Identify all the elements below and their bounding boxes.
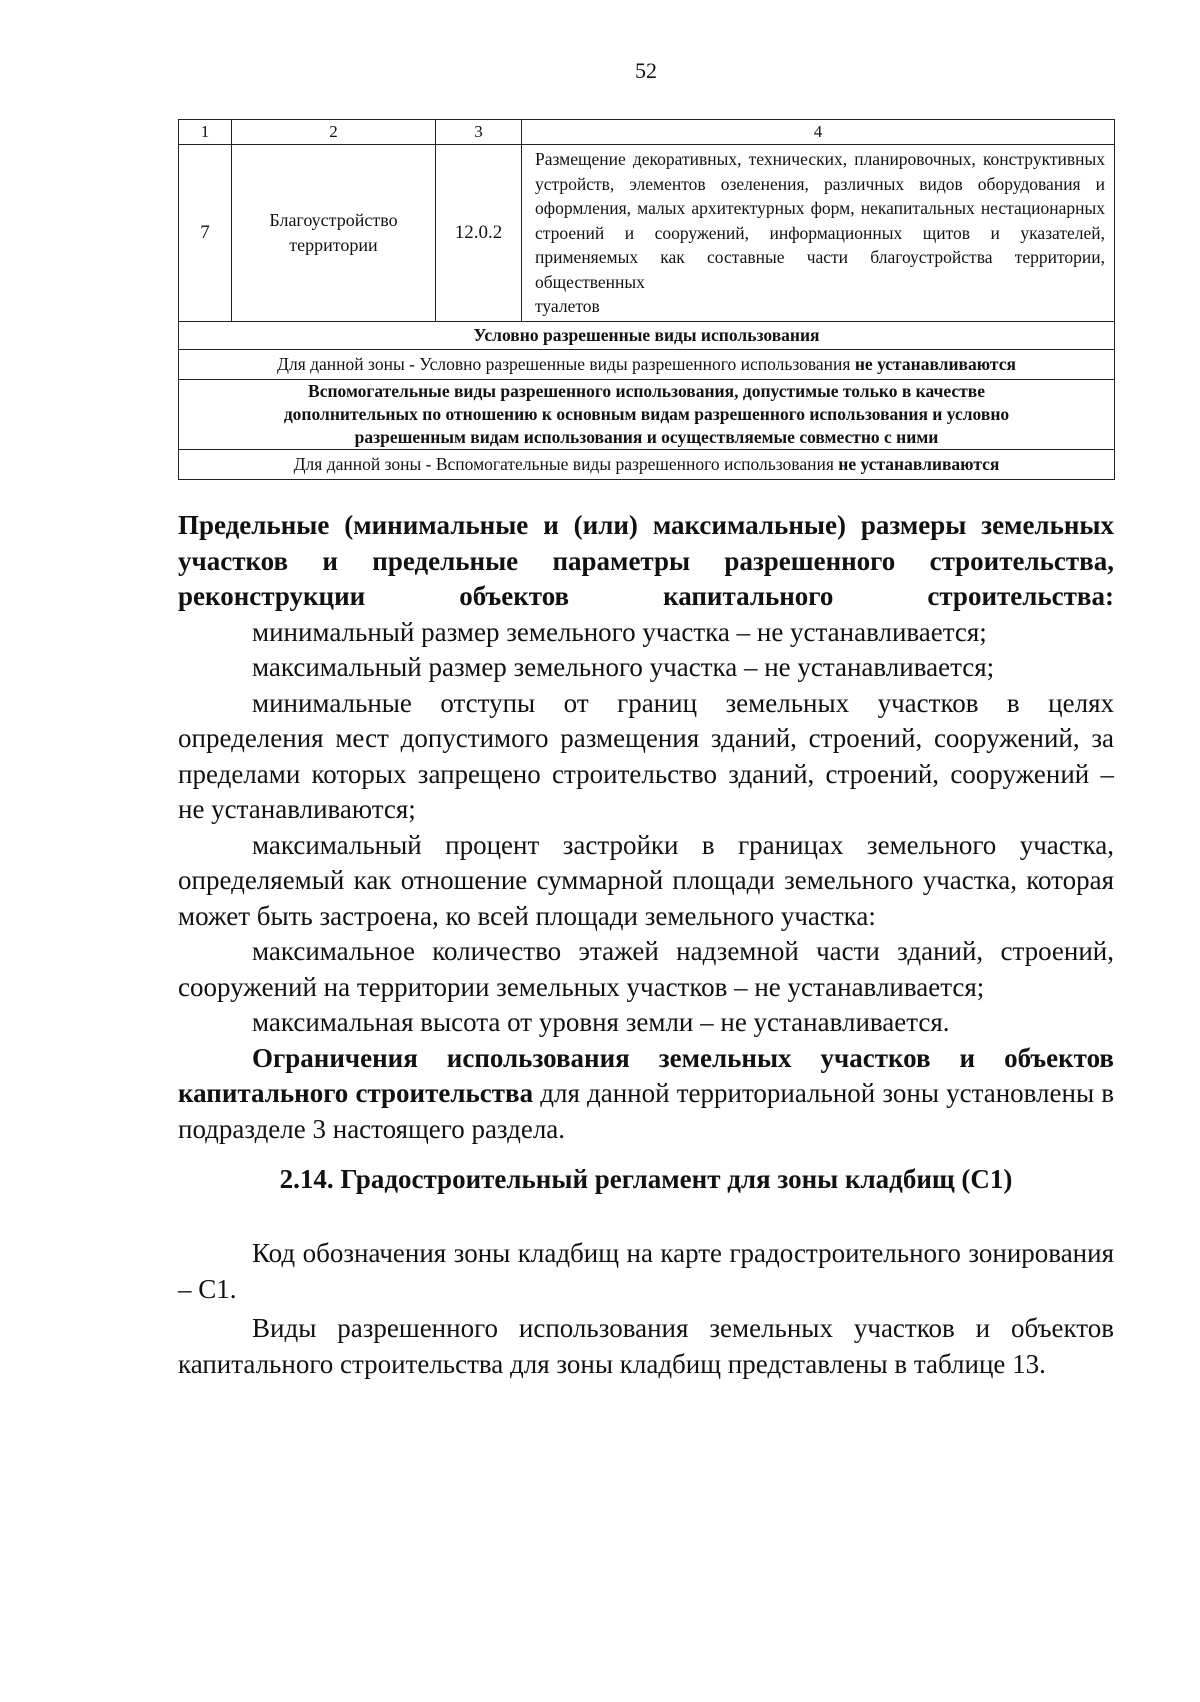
- use-name-line: Благоустройство: [269, 209, 398, 230]
- limits-block: [178, 508, 1114, 1147]
- heading-line: Вспомогательные виды разрешенного использования, допустимые только в качестве: [308, 380, 985, 401]
- conditional-uses-note: [179, 349, 1115, 379]
- restrictions-paragraph: [178, 1041, 1114, 1148]
- description-line: информационных щитов и указателей, применяемых как: [535, 222, 1105, 267]
- use-description: [522, 145, 1115, 322]
- land-use-table: [178, 119, 1115, 480]
- description-line: Размещение декоративных, технических, планировочных,: [535, 149, 976, 169]
- use-name-line: территории: [289, 234, 378, 255]
- description-line: туалетов: [535, 296, 600, 316]
- uses-reference-paragraph: Виды разрешенного использования земельных участков и объектов капитального строительства для зоны кладбищ представлены в таблице 13.: [178, 1313, 1114, 1379]
- description-line: составные части благоустройства территории, общественных: [535, 247, 1106, 292]
- limit-item: минимальный размер земельного участка – не устанавливается;: [252, 616, 987, 647]
- heading-line: дополнительных по отношению к основным видам разрешенного использования и условно: [283, 403, 1010, 424]
- note-text: Для данной зоны - Условно разрешенные виды разрешенного использования: [277, 353, 855, 374]
- header-cell-4: 4: [522, 120, 1115, 145]
- restrictions-bold: Ограничения использования земельных участков и объектов капитального строительства: [178, 1042, 1114, 1108]
- note-text: Для данной зоны - Вспомогательные виды разрешенного использования: [293, 453, 839, 474]
- row-number: 7: [179, 145, 232, 322]
- conditional-uses-heading: Условно разрешенные виды использования: [179, 321, 1115, 349]
- auxiliary-uses-heading-row: [179, 379, 1115, 449]
- limit-item: максимальное количество этажей надземной части зданий, строений, сооружений на территории земельных участков – не устанавливается;: [178, 936, 1114, 1002]
- limit-item: максимальный процент застройки в границах земельного участка, определяемый как отношение суммарной площади земельного участка, которая может быть застроена, ко всей площади земельного участка:: [178, 829, 1114, 931]
- auxiliary-uses-note: [179, 449, 1115, 479]
- use-code: 12.0.2: [436, 145, 522, 322]
- description-line: видов оборудования и оформления, малых архитектурных: [535, 173, 1106, 218]
- section-title: 2.14. Градостроительный регламент для зоны кладбищ (С1): [279, 1164, 1013, 1194]
- description-line: форм, некапитальных нестационарных строений и сооружений,: [535, 198, 1106, 243]
- conditional-uses-heading-row: [179, 321, 1115, 349]
- header-cell-1: 1: [179, 120, 232, 145]
- note-status: не устанавливаются: [854, 353, 1016, 374]
- auxiliary-uses-note-row: [179, 449, 1115, 479]
- auxiliary-uses-heading: [179, 379, 1115, 449]
- section-body: [178, 1236, 1114, 1382]
- description-line: конструктивных устройств, элементов озеленения, различных: [535, 149, 1105, 194]
- header-cell-3: 3: [436, 120, 522, 145]
- conditional-uses-note-row: [179, 349, 1115, 379]
- note-status: не устанавливаются: [838, 453, 1000, 474]
- table-header-row: [179, 120, 1115, 145]
- page-number: 52: [635, 58, 657, 83]
- header-cell-2: 2: [232, 120, 436, 145]
- limit-item: максимальная высота от уровня земли – не устанавливается.: [252, 1007, 950, 1037]
- heading-line: разрешенным видам использования и осуществляемые совместно с ними: [354, 426, 939, 447]
- zone-code-paragraph: Код обозначения зоны кладбищ на карте градостроительного зонирования – С1.: [178, 1238, 1114, 1304]
- restrictions-text: для данной территориальной зоны установлены в подразделе 3 настоящего раздела.: [178, 1078, 1114, 1144]
- limits-heading: Предельные (минимальные и (или) максимальные) размеры земельных участков и предельные параметры разрешенного строительства, реконструкции объектов капитального строительства:: [178, 510, 1114, 611]
- table-row: [179, 145, 1115, 322]
- limit-item: минимальные отступы от границ земельных участков в целях определения мест допустимого размещения зданий, строений, сооружений, за пределами которых запрещено строительство зданий, строений, сооружений – не устанавливаются;: [178, 687, 1114, 824]
- limit-item: максимальный размер земельного участка – не устанавливается;: [252, 652, 995, 682]
- use-name: [232, 145, 436, 322]
